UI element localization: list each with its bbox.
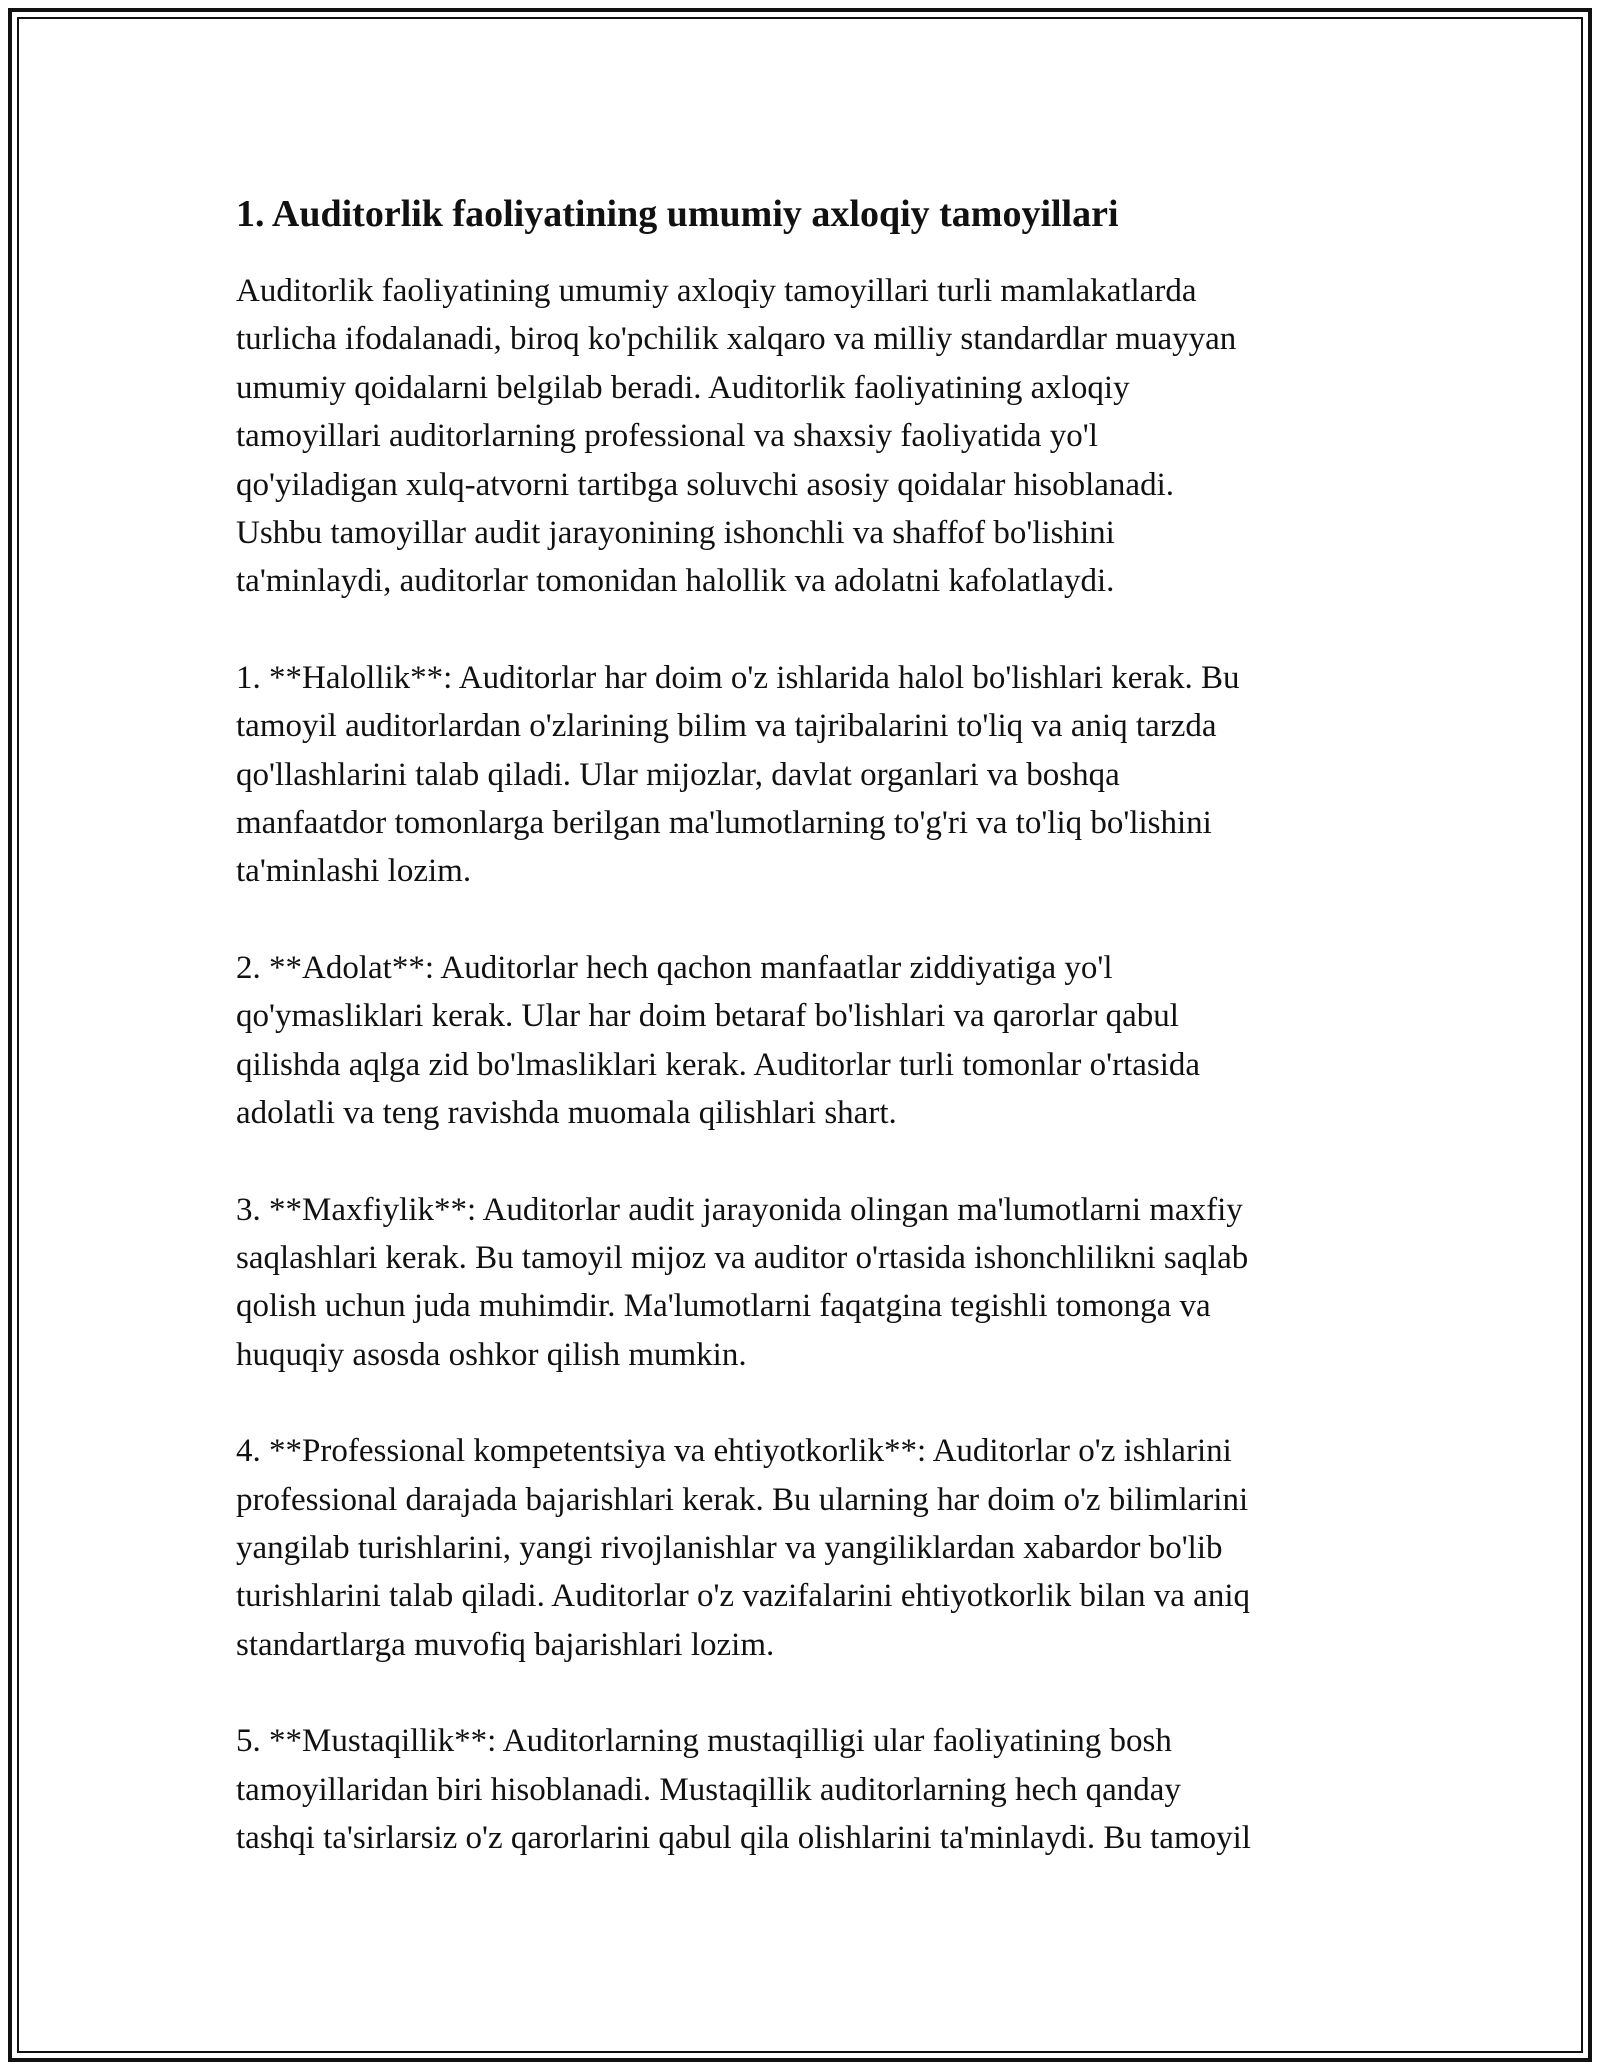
intro-paragraph: Auditorlik faoliyatining umumiy axloqiy tamoyillari turli mamlakatlarda turlicha ifodalanadi, biroq ko'pchilik xalqaro va milliy standardlar muayyan umumiy qoidalarni belgilab beradi. Auditorlik faoliyatining axloqiy tamoyillari auditorlarning professional va shaxsiy faoliyatida yo'l qo'yiladigan xulq-atvorni tartibga soluvchi asosiy qoidalar hisoblanadi. Ushbu tamoyillar audit jarayonining ishonchli va shaffof bo'lishini ta'minlaydi, auditorlar tomonidan halollik va adolatni kafolatlaydi. xyxy=(236,273,1237,600)
principle-halollik: 1. **Halollik**: Auditorlar har doim o'z ishlarida halol bo'lishlari kerak. Bu tamoyil auditorlardan o'zlarining bilim va tajribalarini to'liq va aniq tarzda qo'llashlarini talab qiladi. Ular mijozlar, davlat organlari va boshqa manfaatdor tomonlarga berilgan ma'lumotlarning to'g'ri va to'liq bo'lishini ta'minlashi lozim. xyxy=(236,659,1240,890)
principle-adolat: 2. **Adolat**: Auditorlar hech qachon manfaatlar ziddiyatiga yo'l qo'ymasliklari kerak. Ular har doim betaraf bo'lishlari va qarorlar qabul qilishda aqlga zid bo'lmasliklari kerak. Auditorlar turli tomonlar o'rtasida adolatli va teng ravishda muomala qilishlari shart. xyxy=(236,949,1201,1132)
principle-mustaqillik: 5. **Mustaqillik**: Auditorlarning mustaqilligi ular faoliyatining bosh tamoyillaridan biri hisoblanadi. Mustaqillik auditorlarning hech qanday tashqi ta'sirlarsiz o'z qarorlarini qabul qila olishlarini ta'minlaydi. Bu tamoyil xyxy=(236,1723,1251,1856)
principle-professional-kompetentsiya: 4. **Professional kompetentsiya va ehtiyotkorlik**: Auditorlar o'z ishlarini professional darajada bajarishlari kerak. Bu ularning har doim o'z bilimlarini yangilab turishlarini, yangi rivojlanishlar va yangiliklardan xabardor bo'lib turishlarini talab qiladi. Auditorlar o'z vazifalarini ehtiyotkorlik bilan va aniq standartlarga muvofiq bajarishlari lozim. xyxy=(236,1433,1250,1663)
document-title: 1. Auditorlik faoliyatining umumiy axloqiy tamoyillari xyxy=(236,193,1119,235)
document-body xyxy=(236,188,1376,1910)
principle-maxfiylik: 3. **Maxfiylik**: Auditorlar audit jarayonida olingan ma'lumotlarni maxfiy saqlashlari kerak. Bu tamoyil mijoz va auditor o'rtasida ishonchlilikni saqlab qolish uchun juda muhimdir. Ma'lumotlarni faqatgina tegishli tomonga va huquqiy asosda oshkor qilish mumkin. xyxy=(236,1191,1249,1373)
